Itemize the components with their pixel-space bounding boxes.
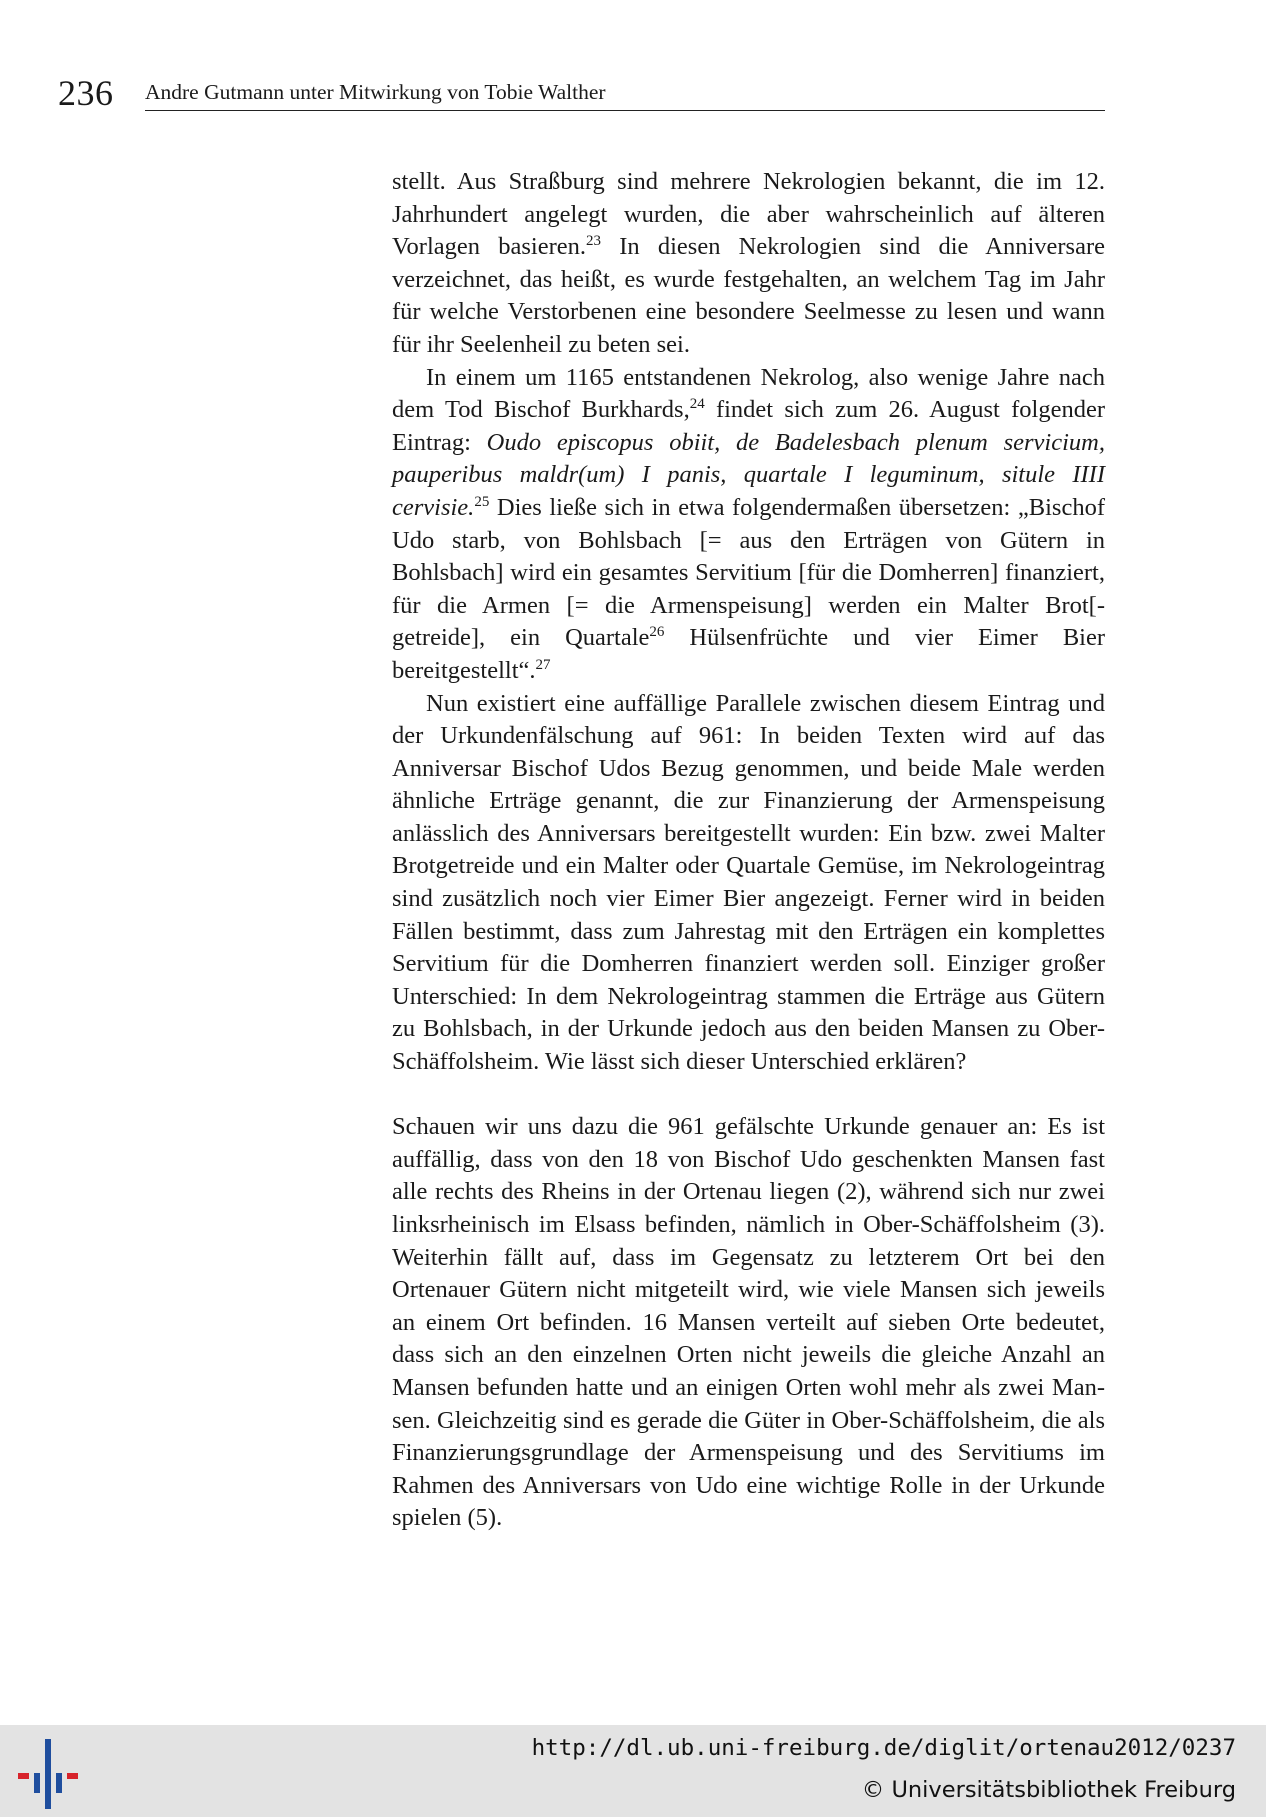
footer-bar — [0, 1725, 1266, 1817]
paragraph-1-text-b: In diesen Nekrologien sind die Anniversare verzeichnet, das heißt, es wurde festgehalten, an welchem Tag im Jahr für welche Verstorbenen eine besondere Seelmesse zu lesen und wann für ihr Seelenheil zu beten sei. — [392, 233, 1105, 358]
footnote-ref-24[interactable]: 24 — [689, 396, 705, 413]
paragraph-2-text-d: Hülsenfrüchte und vier Eimer Bier bereitgestellt“. — [392, 624, 1105, 684]
paragraph-1 — [392, 166, 1105, 362]
paragraph-3: Nun existiert eine auffällige Parallele zwischen diesem Eintrag und der Urkundenfälschung auf 961: In beiden Texten wird auf das Anniversar Bischof Udos Bezug genommen, und beide Male werden ähnliche Erträge genannt, die zur Finanzierung der Armenspeisung anlässlich des Anniversars bereitgestellt wurden: Ein bzw. zwei Malter Brotgetreide und ein Malter oder Quartale Gemüse, im Nekrologeintrag sind zusätzlich noch vier Eimer Bier angezeigt. Ferner wird in beiden Fällen bestimmt, dass zum Jahrestag mit den Erträgen ein komplettes Servitium für die Domherren finanziert werden soll. Einziger großer Unterschied: In dem Nekrologeintrag stammen die Erträge aus Gütern zu Bohlsbach, in der Urkunde jedoch aus den beiden Mansen zu Ober-Schäffolsheim. Wie lässt sich dieser Unterschied erklären? — [392, 689, 1105, 1076]
paragraph-2-text-a: In einem um 1165 entstandenen Nekrolog, also wenige Jahre nach dem Tod Bischof Burkhards, — [392, 363, 1105, 424]
paragraph-2-text-c: Dies ließe sich in etwa folgendermaßen übersetzen: „Bischof Udo starb, von Bohlsbach [= aus den Erträgen von Gütern in Bohlsbach] wird ein gesamtes Servitium [für die Domherren] finanziert, für die Armen [= die Armenspeisung] werden ein Malter Brot[-getreide], ein Quartale — [392, 493, 1105, 652]
body-text — [392, 166, 1105, 1535]
footnote-ref-25[interactable]: 25 — [474, 493, 490, 510]
footnote-ref-27[interactable]: 27 — [535, 656, 551, 673]
page-number: 236 — [58, 73, 114, 113]
header-rule — [145, 110, 1105, 111]
running-head: Andre Gutmann unter Mitwirkung von Tobie Walther — [145, 80, 606, 104]
paragraph-4: Schauen wir uns dazu die 961 gefälschte Urkunde genauer an: Es ist auffällig, dass von den 18 von Bischof Udo geschenkten Mansen fast alle rechts des Rheins in der Ortenau liegen (2), während sich nur zwei linksrheinisch im Elsass befinden, nämlich in Ober-Schäffolsheim (3). Weiterhin fällt auf, dass im Gegensatz zu letzterem Ort bei den Ortenauer Gütern nicht mitgeteilt wird, wie viele Mansen sich jeweils an einem Ort befinden. 16 Mansen verteilt auf sieben Orte bedeutet, dass sich an den einzelnen Orten nicht jeweils die gleiche Anzahl an Mansen befunden hatte und an einigen Orten wohl mehr als zwei Mansen. Gleichzeitig sind es gerade die Güter in Ober-Schäffolsheim, die als Finanzierungsgrundlage der Armenspeisung und des Servitiums im Rahmen des Anniversars von Udo eine wichtige Rolle in der Urkunde spielen (5). — [392, 1113, 1105, 1532]
footer-url-link[interactable]: http://dl.ub.uni-freiburg.de/diglit/ortenau2012/0237 — [531, 1735, 1236, 1761]
paragraph-2-text-b: findet sich zum 26. August folgender Eintrag: — [392, 396, 1105, 456]
latin-quotation: Oudo episcopus obiit, de Badelesbach plenum servicium, pauperibus maldr(um) I panis, quartale I leguminum, situle IIII cervisie. — [392, 428, 1105, 521]
paragraph-2 — [392, 362, 1105, 688]
footnote-ref-23[interactable]: 23 — [585, 233, 601, 250]
footnote-ref-26[interactable]: 26 — [649, 624, 665, 641]
paragraph-1-text-a: stellt. Aus Straßburg sind mehrere Nekrologien bekannt, die im 12. Jahrhundert angelegt wurden, die aber wahrscheinlich auf älteren Vorlagen basieren. — [392, 168, 1105, 261]
ub-freiburg-logo-icon — [16, 1739, 80, 1809]
footer-copyright: © Universitätsbibliothek Freiburg — [861, 1777, 1236, 1803]
